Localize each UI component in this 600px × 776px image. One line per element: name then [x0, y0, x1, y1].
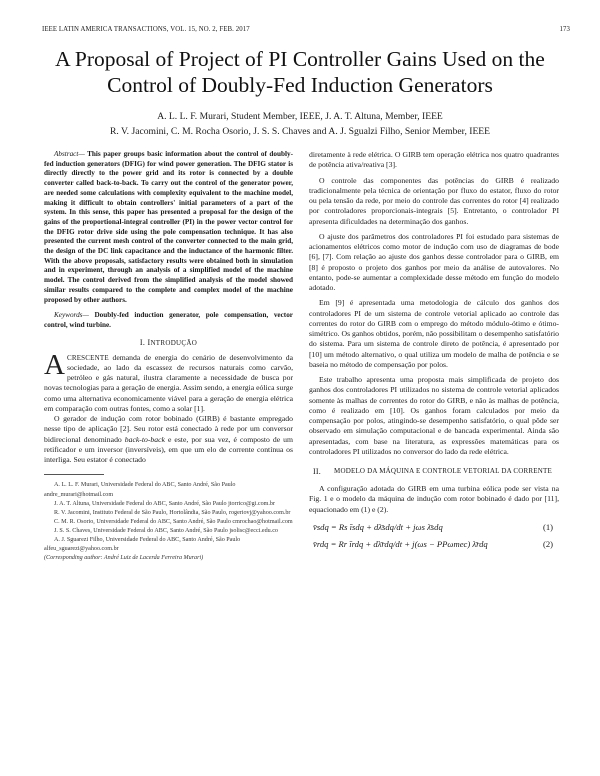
footnote: R. V. Jacomini, Instituto Federal de São Paulo, Hortolândia, São Paulo, rogeriovj@yahoo.com.br	[54, 509, 291, 516]
body-paragraph: Este trabalho apresenta uma proposta mais simplificada de projeto dos ganhos dos controladores PI utilizados no sistema de controle vetorial aplicados somente às malhas de correntes do rotor do GIRB, e não às malhas de potência, como é realizado em [10]. Os ganhos foram calculados por meio da compensação por polos, atingindo-se desempenho satisfatório, o qual pôde ser observado em simulação computacional e de bancada experimental. Ainda são apresentadas, com base na literatura, as expressões matemáticas para os controladores PI utilizados no conversor do lado da rede elétrica.	[309, 375, 559, 456]
intro-first-word: CRESCENTE	[66, 353, 109, 362]
left-column	[44, 150, 293, 563]
abstract	[44, 150, 293, 305]
paper-title: A Proposal of Project of PI Controller Gains Used on the Control of Doubly-Fed Induction Generators	[55, 47, 545, 97]
equation-number: (2)	[542, 539, 553, 549]
footnotes	[44, 481, 293, 563]
author-line-1: A. L. L. F. Murari, Student Member, IEEE, J. A. T. Altuna, Member, IEEE	[157, 111, 443, 122]
body-paragraph: O controle das componentes das potências do GIRB é realizado tradicionalmente pela técnica de orientação por fluxo do estator, fluxo do rotor ou pela tensão da rede, por meio do controle das correntes do rotor [4] realizado por controladores proporcionais-integrais [5]. Entretanto, o controlador PI apresenta dificuldades na determinação dos ganhos.	[309, 175, 559, 226]
intro-paragraph-2	[44, 414, 293, 465]
section-title-initial: I	[147, 337, 151, 347]
section-number: I.	[139, 337, 146, 347]
equation-1	[309, 522, 559, 532]
footnote: J. A. T. Altuna, Universidade Federal do ABC, Santo André, São Paulo jtorrico@gi.com.br	[54, 500, 276, 507]
drop-cap: A	[44, 348, 65, 381]
keywords-text: Doubly-fed induction generator, pole compensation, vector control, wind turbine.	[44, 311, 293, 329]
section-title-rest: NTRODUÇÃO	[150, 338, 198, 347]
section-heading-machine-model	[309, 467, 559, 476]
section-number: II.	[313, 467, 321, 476]
keywords-label: Keywords—	[54, 311, 89, 320]
body-paragraph: A configuração adotada do GIRB em uma turbina eólica pode ser vista na Fig. 1 e o modelo da máquina de indução com rotor bobinado é dado por [11], equacionado em (1) e (2).	[309, 484, 559, 514]
body-paragraph: diretamente à rede elétrica. O GIRB tem operação elétrica nos quatro quadrantes de potência ativa/reativa [3].	[309, 150, 559, 170]
section-title: MODELO DA MÁQUINA E CONTROLE VETORIAL DA CORRENTE	[334, 467, 552, 475]
abstract-label: Abstract—	[54, 150, 85, 158]
corresponding-author: (Corresponding author: André Luiz de Lacerda Ferreira Murari)	[44, 555, 204, 562]
body-paragraph: Em [9] é apresentada uma metodologia de cálculo dos ganhos dos controladores PI de um sistema de controle vetorial aplicado ao controle das correntes do rotor do GIRB com o emprego do método módulo-ótimo e ótimo-simétrico. Os ganhos obtidos, porém, não possibilitam o desempenho satisfatório do sistema. Para um sistema de controle direto de potência, é apresentado por [10] um método alternativo, o qual utiliza um modelo de malha de potência e se baseia no método de compensação por polos.	[309, 298, 559, 369]
equation-body: v̄sdq = Rs īsdq + dλ̄sdq/dt + jωs λ̄sdq	[313, 521, 443, 532]
equation-2	[309, 539, 559, 549]
body-paragraph: O ajuste dos parâmetros dos controladores PI foi estudado para sistemas de acionamentos elétricos como motor de indução com uso de diagramas de bode [6], [7]. Com relação ao ajuste dos ganhos desse controlador para o GIRB, em [8] é proposto o projeto dos ganhos por meio da análise de autovalores. No entanto, pode-se aumentar a complexidade desse método em função do modelo adotado.	[309, 231, 559, 292]
intro-paragraph-1	[44, 348, 293, 415]
equation-number: (1)	[542, 521, 553, 532]
section-heading-introduction	[44, 338, 293, 348]
footnote: A. J. Sguarezi Filho, Universidade Federal do ABC, Santo André, São Paulo alfeu_sguarezi@yahoo.com.br	[44, 536, 241, 553]
keywords	[44, 311, 293, 330]
footnote-divider	[44, 474, 104, 475]
journal-info: IEEE LATIN AMERICA TRANSACTIONS, VOL. 15, NO. 2, FEB. 2017	[42, 26, 250, 33]
author-list	[30, 109, 570, 139]
intro-p2-text-a: O gerador de indução com rotor bobinado (GIRB) é bastante empregado nesse tipo de aplicação [2]. Seu rotor está conectado à rede por um conversor bidirecional denominado	[44, 414, 293, 444]
intro-p1-text: demanda de energia do cenário de desenvolvimento da sociedade, ao lado da escassez de recursos naturais como carvão, petróleo e gás natural, ilustra claramente a necessidade de busca por novas tecnologias para a geração de energia. Assim sendo, a energia eólica surge como uma alternativa economicamente viável para a geração de energia elétrica em comparação com outras fontes, como a solar [1].	[44, 352, 293, 413]
equation-body: v̄rdq = Rr īrdq + dλ̄rdq/dt + j(ωs − PPωmec) λ̄rdq	[313, 539, 488, 549]
footnote: J. S. S. Chaves, Universidade Federal do ABC, Santo André, São Paulo jsolisc@ecci.edu.co	[54, 527, 278, 534]
page-number: 173	[559, 26, 570, 33]
footnote: C. M. R. Osorio, Universidade Federal do ABC, Santo André, São Paulo cmrochao@hotmail.com	[54, 518, 293, 525]
footnote: A. L. L. F. Murari, Universidade Federal do ABC, Santo André, São Paulo andre_murari@hotmail.com	[44, 482, 236, 498]
author-line-2: R. V. Jacomini, C. M. Rocha Osorio, J. S. S. Chaves and A. J. Sgualzi Filho, Senior Member, IEEE	[109, 126, 491, 137]
running-header	[42, 26, 570, 33]
intro-p2-text-b: e este, por sua vez, é composto de um retificador e um inversor (inversíveis), em que um elo de corrente contínua os interliga. Seu estator é conectado	[44, 434, 293, 465]
right-column	[309, 150, 559, 549]
abstract-text: This paper groups basic information about the control of doubly-fed induction generators (DFIG) for wind power generation. The DFIG stator is directly directly to the power grid and its rotor is connected by a double converter called back-to-back. To carry out the control of the generator power, are needed some calculations with complexity equivalent to the machine model, making it difficult to obtain controllers' initial parameters of a part of the system. In this sense, this paper has presented a proposal for the design of the gains of the proportional-integral controller (PI) in the power vector control for the DFIG rotor drive side using the pole compensation technique. It has also presented the current mesh control of the converter connected to the main grid, the design of the DC link capacitance and the inductance of the harmonic filter. With the above proposals, satisfactory results were obtained both in simulation and in experiment, through an analysis of a simplified model of the machine model. The control derived from the simplified analysis of the model showed similar results compared to the complete and complex model of the machine proposed by other authors.	[44, 150, 293, 304]
intro-p2-emphasis: back-to-back	[124, 434, 165, 444]
